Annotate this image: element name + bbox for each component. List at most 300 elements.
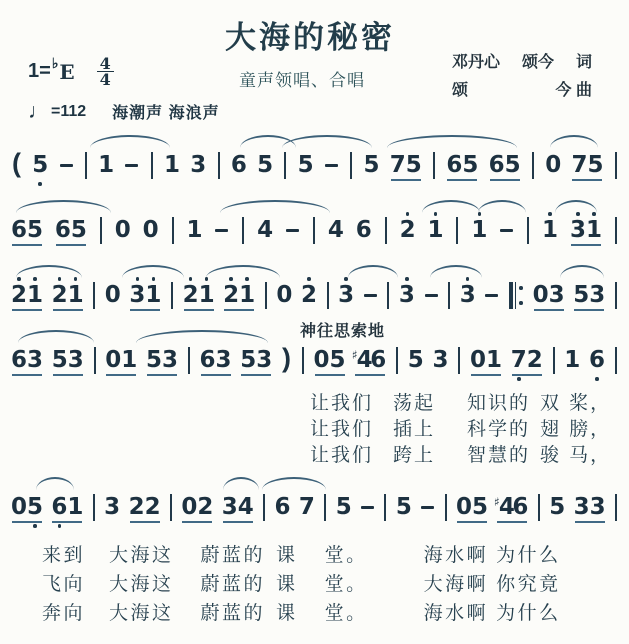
note (550, 488, 564, 528)
lyric-segment: 你究竟 (496, 574, 561, 595)
octave-dot-below (429, 244, 443, 251)
note (182, 488, 196, 528)
octave-dot-below (28, 309, 42, 316)
lyric-segment: 膀， (569, 419, 612, 440)
note-group (351, 341, 387, 381)
barline (313, 217, 315, 244)
note-group (337, 488, 351, 528)
lyric-segment: 蔚蓝的 (200, 574, 266, 595)
note-digit: 3 (432, 347, 449, 373)
octave-dot-below (357, 244, 371, 251)
note (490, 146, 504, 186)
note-group (12, 211, 42, 251)
note (299, 146, 313, 186)
octave-dot-below (69, 309, 83, 316)
note (397, 488, 411, 528)
note (191, 146, 205, 186)
note-digit: 6 (370, 347, 387, 373)
duration-dash (421, 506, 434, 509)
repeat-start-sign (509, 282, 523, 309)
performance-subtitle: 童声领唱、合唱 (239, 71, 365, 90)
barline (172, 217, 174, 244)
note-digit: 2 (128, 494, 145, 520)
note-group (12, 276, 42, 316)
octave-dot-below (355, 374, 369, 381)
octave-dot-below (337, 521, 351, 528)
note-digit: 2 (197, 494, 214, 520)
note-digit: 5 (329, 347, 346, 373)
barline (265, 282, 267, 309)
note-digit: 3 (162, 347, 179, 373)
note (574, 276, 588, 316)
note (506, 146, 520, 186)
octave-dot-below (371, 374, 385, 381)
note (457, 488, 471, 528)
note-digit: 1 (67, 494, 84, 520)
note-digit: 1 (98, 152, 115, 178)
lyric-segment: 马， (569, 445, 612, 466)
duration-dash (325, 164, 338, 167)
duration-dash (60, 164, 73, 167)
note-digit: 1 (486, 347, 503, 373)
octave-dot-below (146, 309, 160, 316)
note-group (546, 146, 560, 186)
octave-dot-below (28, 244, 42, 251)
note-digit: 0 (104, 282, 121, 308)
barline (85, 152, 87, 179)
note-digit: ♯4 (494, 494, 515, 520)
note (106, 276, 120, 316)
note (33, 146, 47, 186)
lyric-segment: 堂。 (324, 574, 368, 595)
note (99, 146, 113, 186)
note (463, 146, 477, 186)
octave-dot-below (33, 179, 47, 186)
note-group (144, 211, 158, 251)
lyric-segment: 让我们 (310, 419, 374, 440)
note-digit: 1 (239, 282, 256, 308)
credit-name: 颂 (452, 82, 469, 99)
note (571, 211, 585, 251)
barline (615, 217, 617, 244)
note-digit: 5 (27, 217, 44, 243)
octave-dot-below (331, 374, 345, 381)
octave-dot-below (146, 521, 160, 528)
barline (188, 347, 190, 374)
octave-dot-below (588, 179, 602, 186)
octave-dot-below (472, 244, 486, 251)
note-digit: 5 (504, 152, 521, 178)
note-digit: 5 (32, 152, 49, 178)
lyric-segment: 插上 (393, 419, 436, 440)
note-group (300, 488, 314, 528)
octave-dot-below (130, 309, 144, 316)
note-digit: 6 (512, 494, 529, 520)
barline (94, 347, 96, 374)
note-digit: 5 (407, 347, 424, 373)
note (239, 488, 253, 528)
note (513, 488, 527, 528)
note-digit: 0 (105, 347, 122, 373)
note (401, 211, 415, 251)
note-digit: 7 (571, 152, 588, 178)
note-group (99, 146, 113, 186)
octave-dot-below (28, 521, 42, 528)
note-digit: 7 (510, 347, 527, 373)
note-group (53, 341, 83, 381)
note-group (534, 276, 564, 316)
note-digit: 2 (11, 282, 28, 308)
octave-dot-below (572, 179, 586, 186)
octave-dot-below (302, 309, 316, 316)
note-digit: 1 (27, 282, 44, 308)
duration-dash (500, 229, 513, 232)
note-digit: 3 (129, 282, 146, 308)
octave-dot-below (487, 374, 501, 381)
note-digit: 7 (389, 152, 406, 178)
note (12, 341, 26, 381)
note (575, 488, 589, 528)
octave-dot-below (528, 374, 542, 381)
tempo-value: =112 (51, 102, 87, 120)
note (588, 146, 602, 186)
credit-name: 今 曲 (555, 82, 592, 99)
note-digit: 1 (585, 217, 602, 243)
note (187, 211, 201, 251)
flat-icon: ♭ (51, 55, 59, 71)
octave-dot-below (397, 521, 411, 528)
note-group (191, 146, 205, 186)
lyrics-bottom-block (42, 541, 561, 628)
note (543, 211, 557, 251)
note (56, 211, 70, 251)
duration-dash (485, 294, 498, 297)
note (144, 211, 158, 251)
lyric-segment: 智慧的 (467, 445, 531, 466)
lyric-row (42, 599, 561, 628)
note-group (130, 276, 160, 316)
lyric-segment: 让我们 (310, 445, 374, 466)
lyric-segment: 课 (276, 603, 298, 624)
lyric-segment: 大海这 (109, 545, 174, 566)
octave-dot-below (56, 244, 70, 251)
note-digit: 5 (587, 152, 604, 178)
note-group (572, 146, 602, 186)
note-group (116, 211, 130, 251)
barline (553, 347, 555, 374)
octave-dot-below (329, 244, 343, 251)
barline (456, 217, 458, 244)
octave-dot-below (182, 521, 196, 528)
note-digit: 0 (142, 217, 159, 243)
note-group (241, 341, 271, 381)
note (357, 211, 371, 251)
note (258, 146, 272, 186)
note-group (590, 341, 604, 381)
note-digit: 2 (51, 282, 68, 308)
note-group (512, 341, 542, 381)
octave-dot-below (391, 179, 405, 186)
note-digit: 5 (549, 494, 566, 520)
note-digit: 3 (548, 282, 565, 308)
note-group (565, 341, 579, 381)
note (198, 488, 212, 528)
note (534, 276, 548, 316)
barline (302, 347, 304, 374)
barline (327, 282, 329, 309)
lyric-segment: 知识的 (467, 393, 531, 414)
note (337, 488, 351, 528)
note (447, 146, 461, 186)
note-digit: 3 (573, 494, 590, 520)
barline (242, 217, 244, 244)
note (146, 276, 160, 316)
octave-dot-below (497, 521, 511, 528)
note-digit: 5 (240, 347, 257, 373)
lyric-segment: 荡起 (393, 393, 436, 414)
octave-dot-below (12, 374, 26, 381)
lyric-segment: 翅 (540, 419, 562, 440)
octave-dot-below (463, 179, 477, 186)
barline (615, 494, 617, 521)
note (494, 488, 515, 528)
octave-dot-below (53, 309, 67, 316)
note (257, 341, 271, 381)
note-group (258, 211, 272, 251)
note-digit: 0 (181, 494, 198, 520)
lyric-segment: 海水啊 (423, 603, 489, 624)
note-digit: 5 (51, 347, 68, 373)
note (146, 488, 160, 528)
note (487, 341, 501, 381)
note-group (339, 276, 353, 316)
note (12, 276, 26, 316)
barline (170, 494, 172, 521)
octave-dot-below (258, 244, 272, 251)
note-digit: 0 (276, 282, 293, 308)
barline (100, 217, 102, 244)
note (12, 211, 26, 251)
note (69, 341, 83, 381)
note-digit: 6 (11, 217, 28, 243)
octave-dot-below (53, 374, 67, 381)
note (590, 276, 604, 316)
note (371, 341, 385, 381)
note-digit: 5 (472, 494, 489, 520)
note (572, 146, 586, 186)
note (300, 488, 314, 528)
octave-dot-below (365, 179, 379, 186)
lyrics-middle-block (310, 391, 611, 469)
note (147, 341, 161, 381)
barline (93, 494, 95, 521)
duration-dash (286, 229, 299, 232)
note-digit: 4 (327, 217, 344, 243)
credit-name: 词 (575, 54, 592, 71)
octave-dot-below (198, 521, 212, 528)
note-group (401, 211, 415, 251)
octave-dot-below (223, 521, 237, 528)
credits (452, 49, 592, 105)
octave-dot-below (400, 309, 414, 316)
barline (151, 152, 153, 179)
octave-dot-below (257, 374, 271, 381)
note-digit: 6 (230, 152, 247, 178)
lyric-segment: 双 (540, 393, 562, 414)
note (331, 341, 345, 381)
barline (445, 494, 447, 521)
note (258, 211, 272, 251)
page-title: 大海的秘密 (225, 20, 395, 55)
note (116, 211, 130, 251)
note (461, 276, 475, 316)
lyric-row (310, 443, 611, 469)
octave-dot-below (241, 374, 255, 381)
octave-dot-below (217, 374, 231, 381)
note-digit: 5 (27, 494, 44, 520)
lyric-segment: 奔向 (42, 603, 86, 624)
note (407, 146, 421, 186)
note (365, 146, 379, 186)
note-digit: 3 (589, 282, 606, 308)
note-digit: 1 (542, 217, 559, 243)
note (512, 341, 526, 381)
note-digit: 3 (190, 152, 207, 178)
note-group (472, 211, 486, 251)
barline (171, 282, 173, 309)
note-digit: ♯4 (351, 347, 373, 373)
note-digit: 2 (300, 282, 317, 308)
measure-row (12, 262, 617, 316)
repeat-thick-bar (509, 282, 513, 309)
meter-numerator: 4 (97, 56, 114, 72)
lyric-segment: 大海啊 (423, 574, 489, 595)
repeat-dots (519, 286, 523, 305)
octave-dot-below (543, 244, 557, 251)
barline (448, 282, 450, 309)
note-group (277, 276, 291, 316)
octave-dot-below (534, 309, 548, 316)
note (130, 488, 144, 528)
note-group (429, 211, 443, 251)
note-digit: 2 (526, 347, 543, 373)
lyric-row (310, 417, 611, 443)
note (69, 276, 83, 316)
octave-dot-below (122, 374, 136, 381)
note (528, 341, 542, 381)
note-group (276, 488, 290, 528)
note-group (302, 276, 316, 316)
note-group (56, 211, 86, 251)
note-group (329, 211, 343, 251)
note (184, 276, 198, 316)
lyric-segment: 蔚蓝的 (200, 603, 266, 624)
note-digit: 6 (446, 152, 463, 178)
note-digit: 2 (223, 282, 240, 308)
note (28, 211, 42, 251)
note-group (223, 488, 253, 528)
note-digit: 1 (186, 217, 203, 243)
note-digit: 7 (298, 494, 315, 520)
quarter-note-icon: ♩ (28, 99, 49, 123)
octave-dot-below (315, 374, 329, 381)
note-digit: 6 (54, 217, 71, 243)
octave-dot-below (69, 374, 83, 381)
octave-dot-below (407, 179, 421, 186)
note-group (147, 341, 177, 381)
octave-dot-below (106, 374, 120, 381)
octave-dot-below (575, 521, 589, 528)
octave-dot-below (258, 179, 272, 186)
octave-dot-below (409, 374, 423, 381)
octave-dot-below (506, 179, 520, 186)
note (223, 488, 237, 528)
lyric-segment: 桨， (569, 393, 612, 414)
note-digit: 0 (545, 152, 562, 178)
octave-dot-below (300, 521, 314, 528)
note-group (12, 488, 42, 528)
octave-dot-below (401, 244, 415, 251)
barline (263, 494, 265, 521)
octave-dot-below (240, 309, 254, 316)
note (473, 488, 487, 528)
lyric-segment: 海水啊 (423, 545, 489, 566)
note-group (224, 276, 254, 316)
note (351, 341, 373, 381)
octave-dot-below (163, 374, 177, 381)
note-digit: 2 (144, 494, 161, 520)
lyric-segment: 堂。 (324, 545, 368, 566)
note (217, 341, 231, 381)
lyric-row (42, 570, 561, 599)
note-digit: 1 (471, 217, 488, 243)
octave-dot-below (184, 309, 198, 316)
octave-dot-below (590, 309, 604, 316)
octave-dot-below (224, 309, 238, 316)
octave-dot-below (574, 309, 588, 316)
note (550, 276, 564, 316)
note (163, 341, 177, 381)
sharp-icon: ♯ (494, 495, 500, 509)
octave-dot-below (571, 244, 585, 251)
note (28, 276, 42, 316)
lyric-segment: 蔚蓝的 (200, 545, 266, 566)
duration-dash (215, 229, 228, 232)
note (130, 276, 144, 316)
octave-dot-below (276, 521, 290, 528)
note-digit: 3 (398, 282, 415, 308)
music-line-1 (12, 132, 617, 190)
lyric-segment: 跨上 (393, 445, 436, 466)
note-group (357, 211, 371, 251)
tempo-mark (28, 100, 220, 123)
note-group (52, 488, 82, 528)
octave-dot-below (12, 521, 26, 528)
credits-composer-row (452, 77, 592, 105)
note-group (494, 488, 529, 528)
note-digit: 3 (459, 282, 476, 308)
note-digit: 5 (395, 494, 412, 520)
note (277, 276, 291, 316)
octave-dot-below (473, 521, 487, 528)
note-group (461, 276, 475, 316)
octave-dot-below (591, 521, 605, 528)
note-group (106, 341, 136, 381)
note-digit: 5 (257, 152, 274, 178)
barline (396, 347, 398, 374)
music-line-2 (12, 197, 617, 255)
note-digit: 0 (532, 282, 549, 308)
